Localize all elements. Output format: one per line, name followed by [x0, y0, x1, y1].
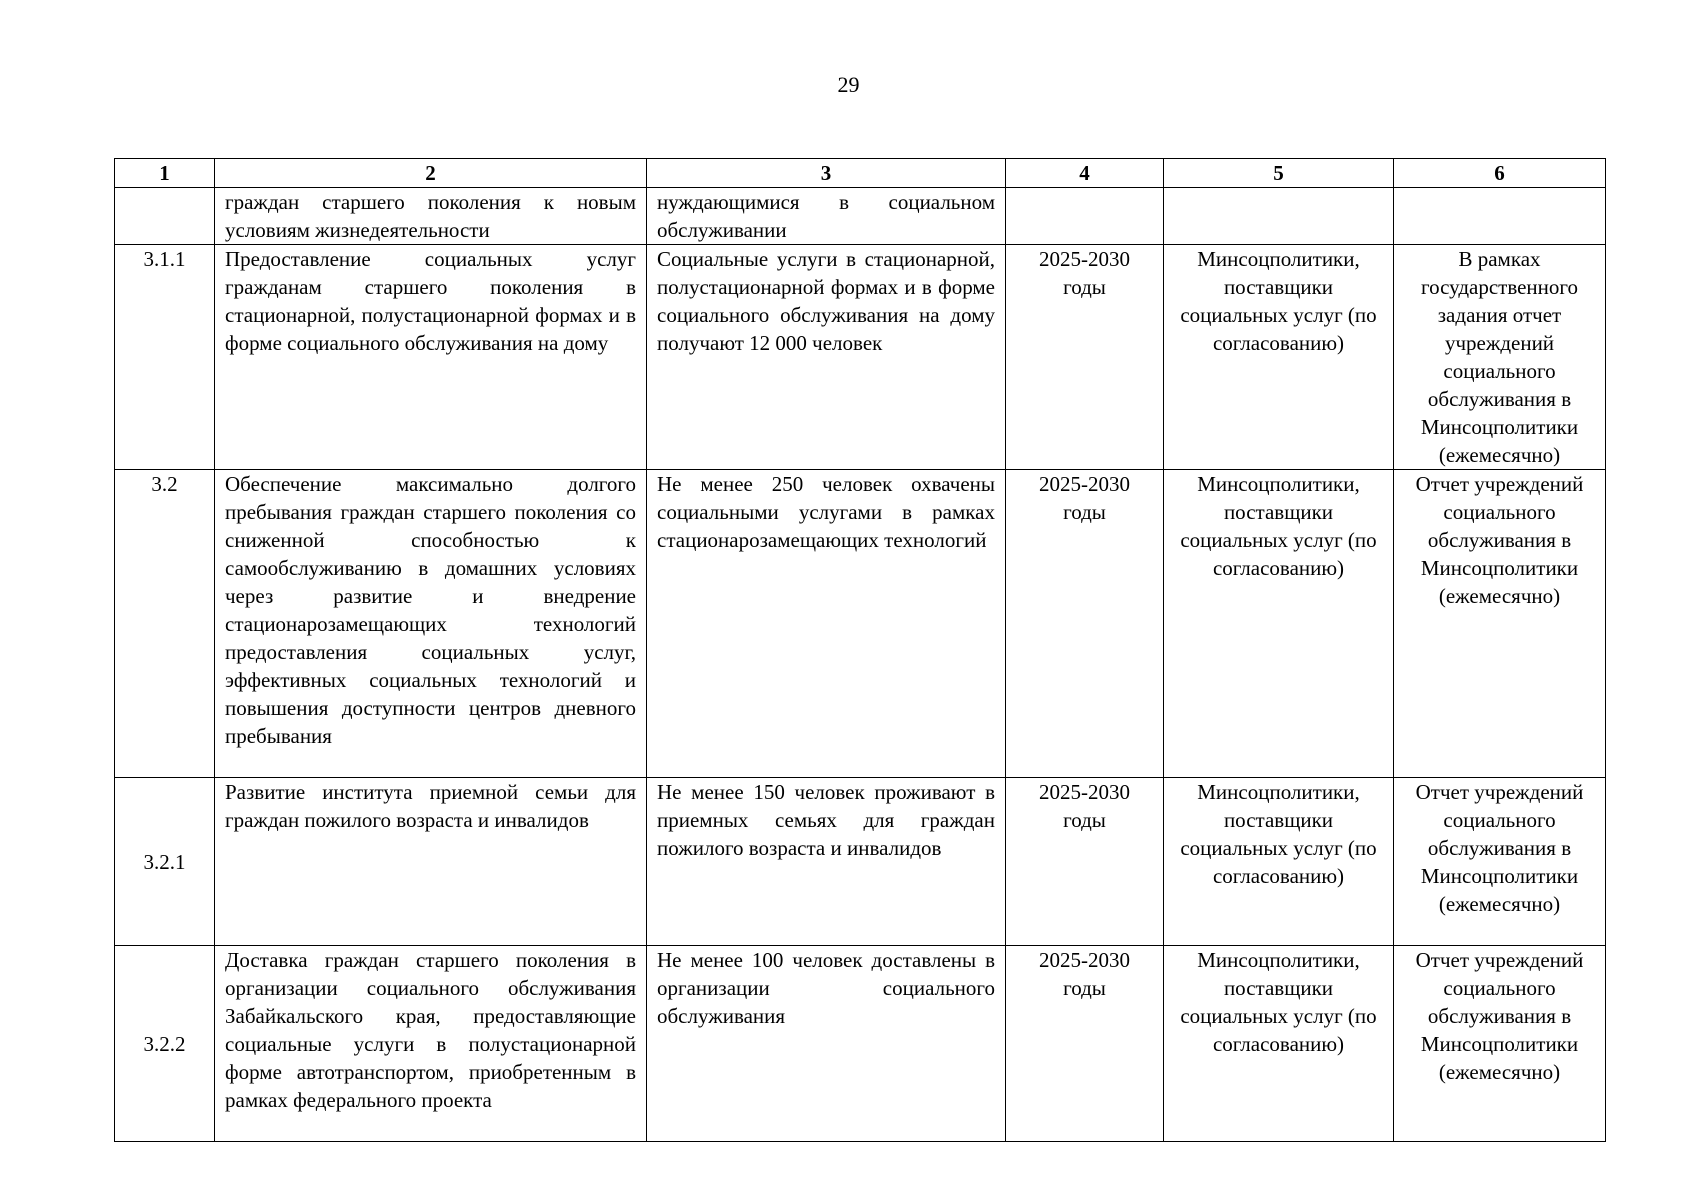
page-number: 29: [837, 72, 860, 97]
executor-cell: Минсоцполитики, поставщики социальных услуг (по согласованию): [1164, 470, 1394, 778]
control-cell: Отчет учреждений социального обслуживания в Минсоцполитики (ежемесячно): [1394, 778, 1606, 946]
result-cell: Не менее 100 человек доставлены в организации социального обслуживания: [647, 946, 1006, 1142]
result-cell: Социальные услуги в стационарной, полустационарной формах и в форме социального обслуживания на дому получают 12 000 человек: [647, 245, 1006, 470]
row-number: 3.2.2: [115, 946, 215, 1142]
column-header: 4: [1006, 159, 1164, 188]
measures-table: [114, 158, 1606, 1142]
column-header: 5: [1164, 159, 1394, 188]
period-cell: 2025-2030 годы: [1006, 245, 1164, 470]
column-header: 6: [1394, 159, 1606, 188]
executor-cell: Минсоцполитики, поставщики социальных услуг (по согласованию): [1164, 245, 1394, 470]
control-cell: [1394, 188, 1606, 245]
executor-cell: Минсоцполитики, поставщики социальных услуг (по согласованию): [1164, 946, 1394, 1142]
result-cell: Не менее 150 человек проживают в приемных семьях для граждан пожилого возраста и инвалидов: [647, 778, 1006, 946]
table-row: [115, 188, 1606, 245]
executor-cell: Минсоцполитики, поставщики социальных услуг (по согласованию): [1164, 778, 1394, 946]
row-number: 3.2: [115, 470, 215, 778]
measure-cell: Обеспечение максимально долгого пребывания граждан старшего поколения со сниженной способностью к самообслуживанию в домашних условиях через развитие и внедрение стационарозамещающих технологий предоставления социальных услуг, эффективных социальных технологий и повышения доступности центров дневного пребывания: [215, 470, 647, 778]
table-row: [115, 245, 1606, 470]
period-cell: 2025-2030 годы: [1006, 946, 1164, 1142]
control-cell: В рамках государственного задания отчет учреждений социального обслуживания в Минсоцполитики (ежемесячно): [1394, 245, 1606, 470]
control-cell: Отчет учреждений социального обслуживания в Минсоцполитики (ежемесячно): [1394, 946, 1606, 1142]
row-number: 3.2.1: [115, 778, 215, 946]
period-cell: 2025-2030 годы: [1006, 470, 1164, 778]
measure-cell: Развитие института приемной семьи для граждан пожилого возраста и инвалидов: [215, 778, 647, 946]
period-cell: [1006, 188, 1164, 245]
column-header: 3: [647, 159, 1006, 188]
result-cell: Не менее 250 человек охвачены социальными услугами в рамках стационарозамещающих технологий: [647, 470, 1006, 778]
row-number: [115, 188, 215, 245]
table-row: [115, 470, 1606, 778]
result-cell: нуждающимися в социальном обслуживании: [647, 188, 1006, 245]
measure-cell: граждан старшего поколения к новым условиям жизнедеятельности: [215, 188, 647, 245]
column-header: 1: [115, 159, 215, 188]
table-row: [115, 778, 1606, 946]
control-cell: Отчет учреждений социального обслуживания в Минсоцполитики (ежемесячно): [1394, 470, 1606, 778]
period-cell: 2025-2030 годы: [1006, 778, 1164, 946]
executor-cell: [1164, 188, 1394, 245]
measure-cell: Предоставление социальных услуг гражданам старшего поколения в стационарной, полустационарной формах и в форме социального обслуживания на дому: [215, 245, 647, 470]
table-row: [115, 946, 1606, 1142]
row-number: 3.1.1: [115, 245, 215, 470]
table-header-row: [115, 159, 1606, 188]
measure-cell: Доставка граждан старшего поколения в организации социального обслуживания Забайкальского края, предоставляющие социальные услуги в полустационарной форме автотранспортом, приобретенным в рамках федерального проекта: [215, 946, 647, 1142]
column-header: 2: [215, 159, 647, 188]
